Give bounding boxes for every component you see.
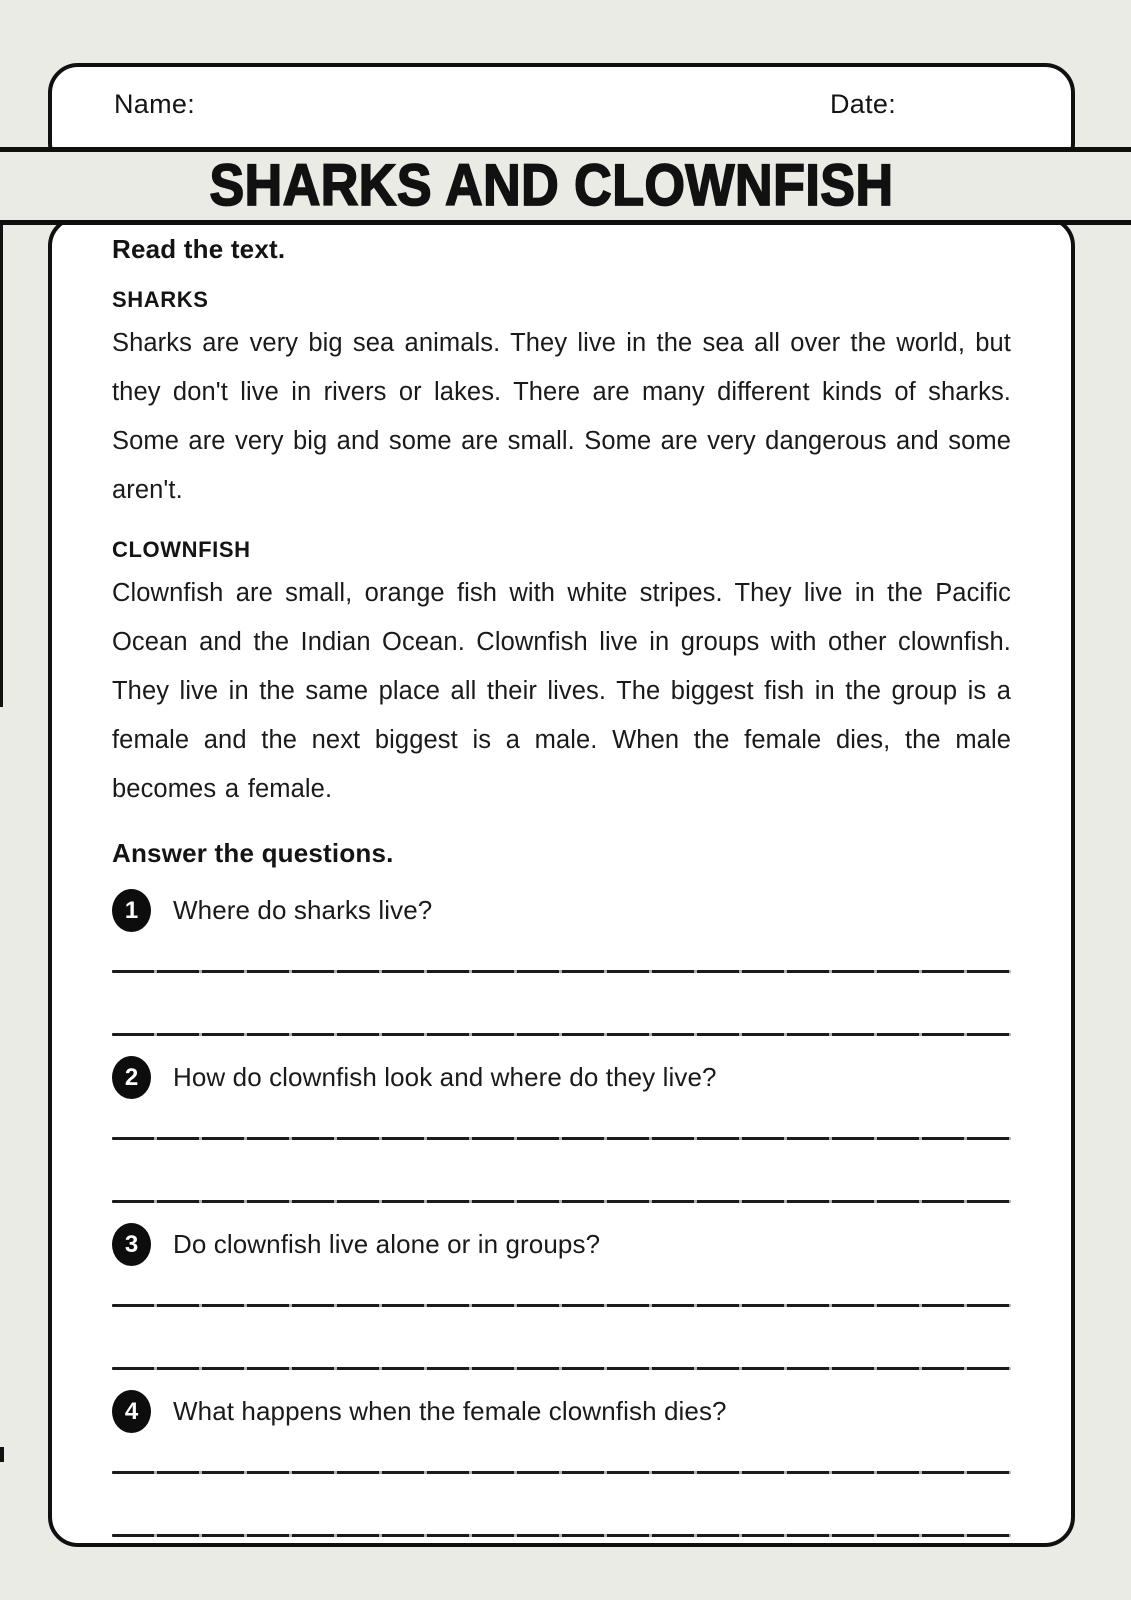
answer-instruction: Answer the questions. (112, 838, 394, 868)
section-sharks (112, 287, 1011, 515)
answer-line[interactable] (112, 1304, 1011, 1307)
title-band (0, 147, 1131, 225)
name-cell (114, 89, 830, 125)
answer-line[interactable] (112, 1033, 1011, 1036)
question-text: Do clownfish live alone or in groups? (173, 1229, 601, 1259)
question-number: 4 (124, 1397, 139, 1425)
answer-line[interactable] (112, 1200, 1011, 1203)
question-number-badge (112, 889, 151, 932)
clownfish-heading: CLOWNFISH (112, 537, 251, 562)
question-text: How do clownfish look and where do they live? (173, 1062, 717, 1092)
answer-line[interactable] (112, 1367, 1011, 1370)
date-label: Date: (830, 89, 897, 119)
question-number-badge (112, 1223, 151, 1266)
question-row (112, 1223, 1011, 1266)
question-number: 1 (124, 896, 139, 924)
answer-line[interactable] (112, 1471, 1011, 1474)
read-instruction: Read the text. (112, 234, 286, 264)
question-block-2 (112, 1056, 1011, 1203)
section-clownfish (112, 537, 1011, 814)
left-edge-mark-top (0, 225, 3, 707)
question-row (112, 889, 1011, 932)
question-number: 2 (124, 1063, 139, 1091)
sharks-heading: SHARKS (112, 287, 209, 312)
question-row (112, 1390, 1011, 1433)
page-title: SHARKS AND CLOWNFISH (209, 153, 894, 219)
question-block-1 (112, 889, 1011, 1036)
question-number: 3 (124, 1230, 139, 1258)
date-fill-area[interactable] (896, 89, 1016, 125)
answer-line[interactable] (112, 1534, 1011, 1537)
clownfish-paragraph: Clownfish are small, orange fish with white stripes. They live in the Pacific Ocean and the Indian Ocean. Clownfish live in groups with other clownfish. They live in the same place all their lives. The biggest fish in the group is a female and the next biggest is a male. When the female dies, the male becomes a female. (112, 579, 1011, 803)
question-row (112, 1056, 1011, 1099)
name-fill-area[interactable] (195, 89, 315, 125)
name-label: Name: (114, 89, 196, 119)
left-edge-mark-bottom (0, 1447, 4, 1462)
question-text: What happens when the female clownfish dies? (173, 1396, 727, 1426)
sharks-paragraph: Sharks are very big sea animals. They live in the sea all over the world, but they don't live in rivers or lakes. There are many different kinds of sharks. Some are very big and some are small. Some are very dangerous and some aren't. (112, 329, 1011, 504)
content-box (48, 216, 1075, 1547)
answer-line[interactable] (112, 970, 1011, 973)
question-text: Where do sharks live? (173, 895, 433, 925)
answer-line[interactable] (112, 1137, 1011, 1140)
question-block-4 (112, 1390, 1011, 1537)
question-block-3 (112, 1223, 1011, 1370)
date-cell (830, 89, 1016, 125)
question-number-badge (112, 1390, 151, 1433)
question-number-badge (112, 1056, 151, 1099)
name-date-row (52, 67, 1071, 125)
